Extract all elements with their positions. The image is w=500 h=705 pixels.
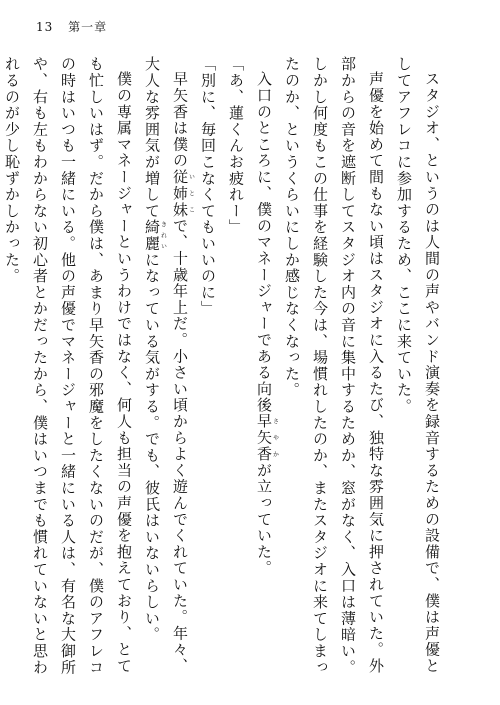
paragraph-entrance-text-b: が立っていた。 bbox=[255, 462, 273, 577]
chapter-title: 第一章 bbox=[68, 20, 108, 34]
paragraph-entrance-text-a: 入口のところに、僕のマネージャーである向後 bbox=[255, 71, 273, 414]
dialogue-ren-reply: 「別に、毎回こなくてもいいのに」 bbox=[199, 56, 217, 317]
paragraph-voice-actor: 声優を始めて間もない頃はスタジオに入るたび、独特な雰囲気に押されていた。外部からの音を遮断してスタジオ内の音に集中するためか、窓がなく、入口は薄暗い。しかし何度もこの仕事を経験した今は、場慣れしたのか、またスタジオに来てしまったのか、というくらいにしか感じなくなった。 bbox=[283, 56, 385, 676]
ruby-itoko-base: 従姉妹 bbox=[171, 168, 189, 218]
ruby-sayaka bbox=[255, 413, 279, 463]
paragraph-cousin-text-c: になっている気がする。でも、彼氏はいないらしい。 bbox=[143, 251, 161, 643]
paragraph-manager: 僕の専属マネージャーというわけではなく、何人も担当の声優を抱えており、とても忙しいはず。だから僕は、あまり早矢香の邪魔をしたくないのだが、僕のアフレコの時はいつも一緒にいる。他の声優でマネージャーと一緒にいる人は、有名な大御所や、右も左もわからない初心者とかだったから、僕はいつまでも慣れていないと思われるのが少し恥ずかしかった。 bbox=[3, 56, 133, 676]
ruby-itoko-reading: いとこ bbox=[187, 168, 195, 218]
ruby-sayaka-base: 早矢香 bbox=[255, 413, 273, 463]
paragraph-cousin-text-a: 早矢香は僕の bbox=[171, 71, 189, 169]
paragraph-entrance bbox=[250, 56, 278, 681]
page-number: 13 bbox=[36, 20, 54, 34]
running-header bbox=[36, 18, 107, 35]
paragraph-cousin bbox=[138, 56, 194, 681]
dialogue-sayaka-greeting: 「あ、蓮くんお疲れー」 bbox=[227, 56, 245, 236]
vertical-body-text bbox=[0, 56, 446, 681]
ruby-kirei-reading: きれい bbox=[159, 219, 167, 252]
ruby-itoko bbox=[171, 168, 195, 218]
ruby-kirei-base: 綺麗 bbox=[143, 219, 161, 252]
ruby-kirei bbox=[143, 219, 167, 252]
paragraph-cousin-text-b: で、十歳年上だ。小さい頃からよく遊んでくれていた。年々、大人な雰囲気が増して bbox=[143, 56, 189, 675]
ruby-sayaka-reading: さやか bbox=[271, 413, 279, 463]
paragraph-studio: スタジオ、というのは人間の声やバンド演奏を録音するための設備で、僕は声優としてアフレコに参加するため、ここに来ていた。 bbox=[395, 56, 441, 675]
